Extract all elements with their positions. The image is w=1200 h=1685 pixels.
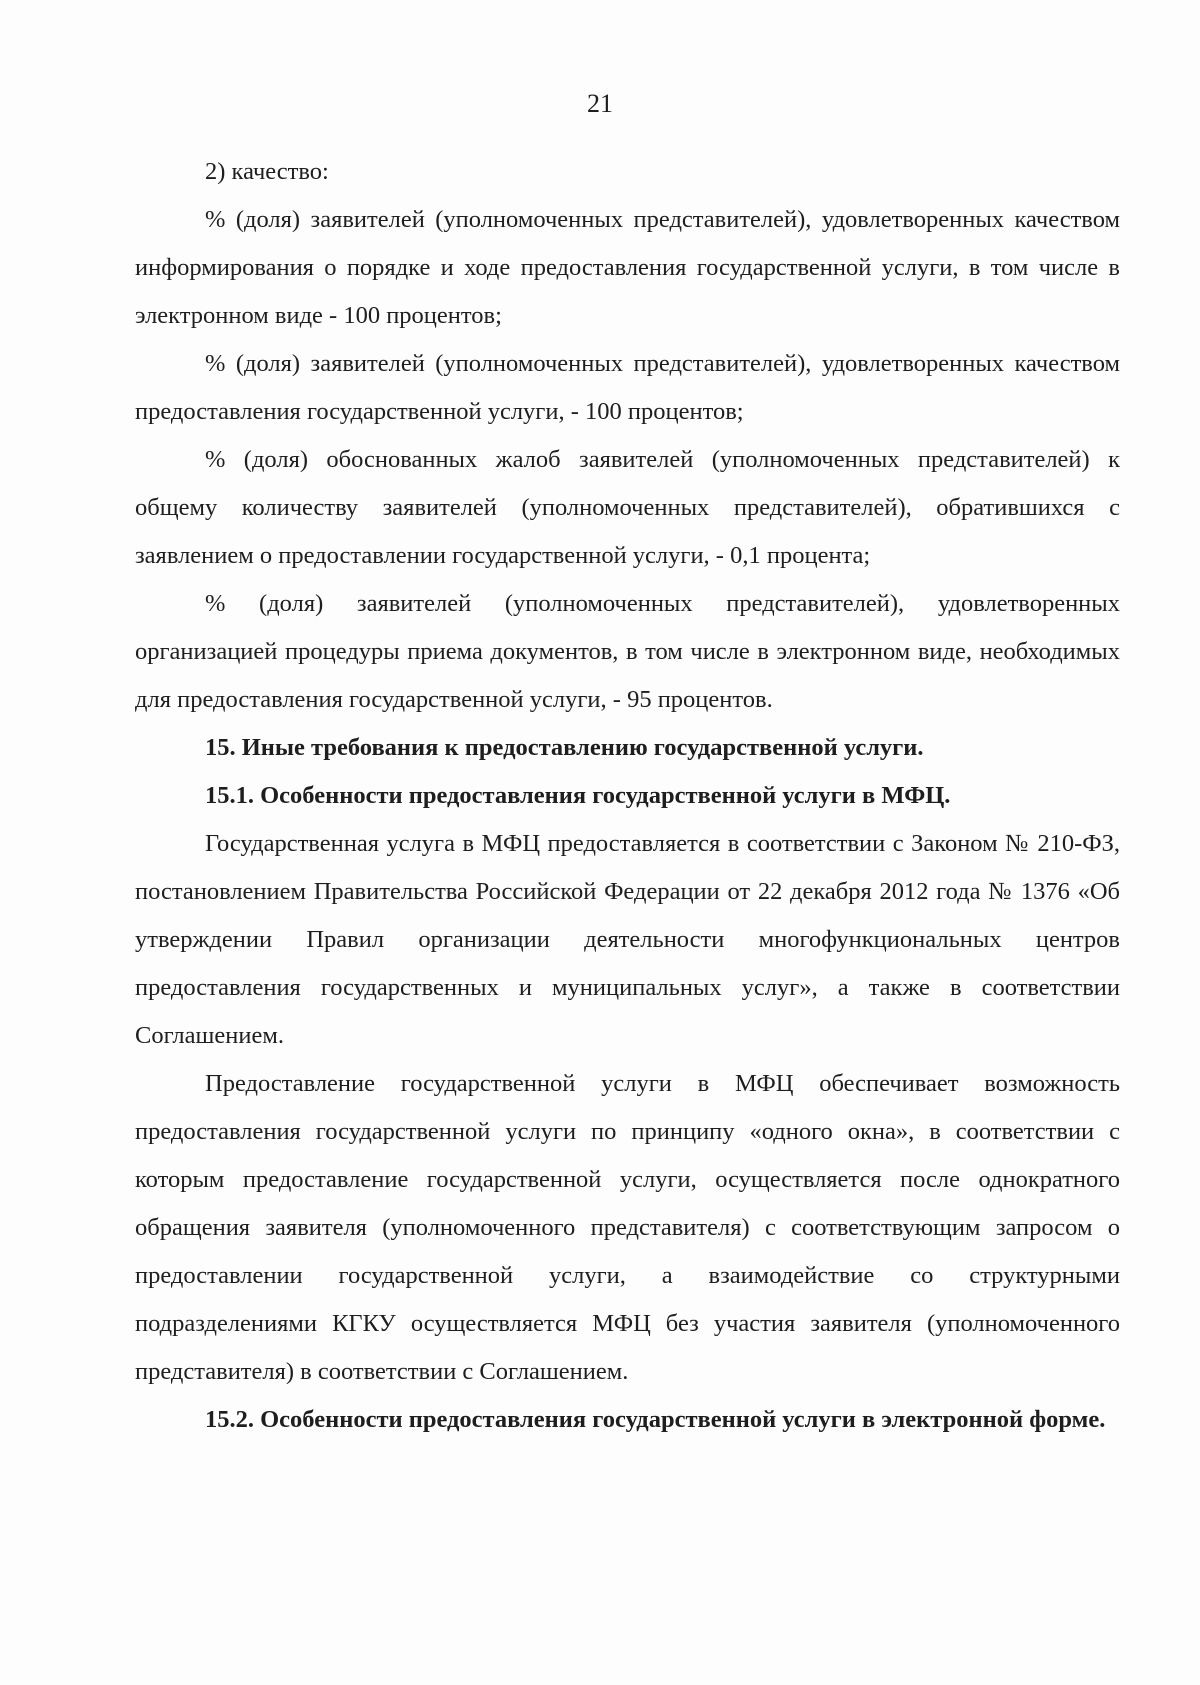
paragraph-info-quality: % (доля) заявителей (уполномоченных представителей), удовлетворенных качеством информирования о порядке и ходе предоставления государственной услуги, в том числе в электронном виде - 100 процентов;: [135, 206, 1120, 329]
section-heading-15: 15. Иные требования к предоставлению государственной услуги.: [205, 734, 924, 761]
document-body: [135, 148, 1120, 1444]
paragraph-mfc-legal-basis: Государственная услуга в МФЦ предоставляется в соответствии с Законом № 210-ФЗ, постановлением Правительства Российской Федерации от 22 декабря 2012 года № 1376 «Об утверждении Правил организации деятельности многофункциональных центров предоставления государственных и муниципальных услуг», а также в соответствии Соглашением.: [135, 830, 1120, 1049]
section-heading-15-2: 15.2. Особенности предоставления государственной услуги в электронной форме.: [205, 1406, 1106, 1433]
section-heading-15-1: 15.1. Особенности предоставления государственной услуги в МФЦ.: [205, 782, 951, 809]
paragraph-service-quality: % (доля) заявителей (уполномоченных представителей), удовлетворенных качеством предоставления государственной услуги, - 100 процентов;: [135, 350, 1120, 425]
paragraph-document-intake: % (доля) заявителей (уполномоченных представителей), удовлетворенных организацией процедуры приема документов, в том числе в электронном виде, необходимых для предоставления государственной услуги, - 95 процентов.: [135, 590, 1120, 713]
paragraph-one-window: Предоставление государственной услуги в МФЦ обеспечивает возможность предоставления государственной услуги по принципу «одного окна», в соответствии с которым предоставление государственной услуги, осуществляется после однократного обращения заявителя (уполномоченного представителя) с соответствующим запросом о предоставлении государственной услуги, а взаимодействие со структурными подразделениями КГКУ осуществляется МФЦ без участия заявителя (уполномоченного представителя) в соответствии с Соглашением.: [135, 1070, 1120, 1385]
page-number: 21: [587, 89, 613, 118]
paragraph-quality-label: 2) качество:: [205, 158, 329, 185]
paragraph-complaints: % (доля) обоснованных жалоб заявителей (уполномоченных представителей) к общему количеству заявителей (уполномоченных представителей), обратившихся с заявлением о предоставлении государственной услуги, - 0,1 процента;: [135, 446, 1120, 569]
